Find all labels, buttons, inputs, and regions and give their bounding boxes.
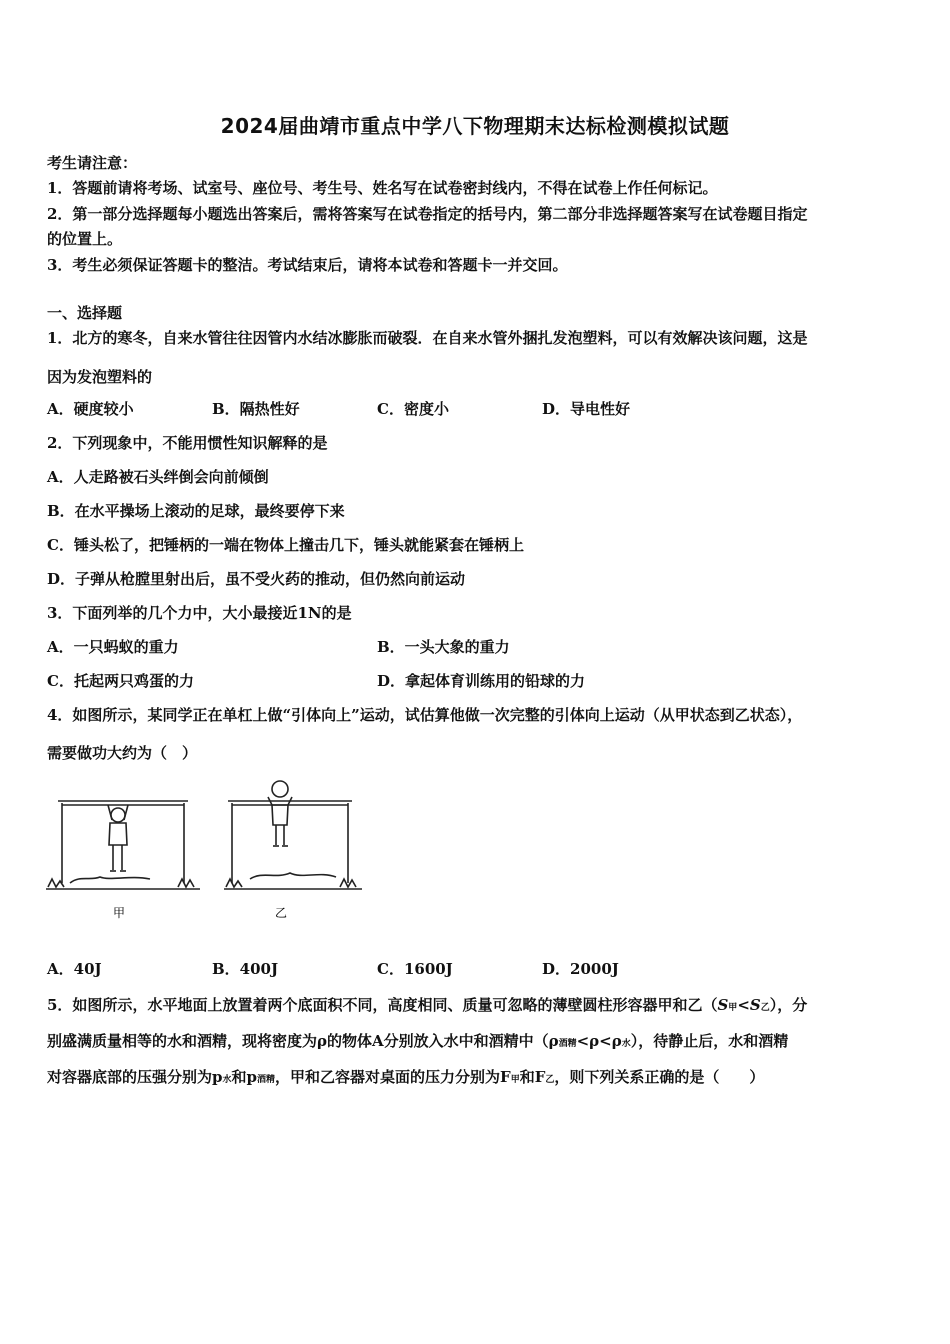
q3-option-b: B．一头大象的重力 — [377, 638, 510, 656]
q4-option-d: D．2000J — [542, 960, 619, 978]
q5-text: 对容器底部的压强分别为p — [47, 1068, 223, 1086]
figure-label-jia: 甲 — [113, 906, 126, 920]
q2-option-c: C．锤头松了，把锤柄的一端在物体上撞击几下，锤头就能紧套在锤柄上 — [47, 536, 524, 554]
notice-item: 的位置上。 — [47, 230, 123, 248]
notice-item: 3．考生必须保证答题卡的整洁。考试结束后，请将本试卷和答题卡一并交回。 — [47, 256, 568, 274]
notice-item: 1．答题前请将考场、试室号、座位号、考生号、姓名写在试卷密封线内，不得在试卷上作任何标记。 — [47, 179, 718, 197]
q4-option-a: A．40J — [47, 960, 102, 978]
page-title: 2024届曲靖市重点中学八下物理期末达标检测模拟试题 — [220, 114, 730, 138]
q5-text: ，甲和乙容器对桌面的压力分别为F — [275, 1068, 511, 1086]
q5-subscript: 酒精 — [257, 1075, 276, 1085]
q5-text: ，则下列关系正确的是（ ） — [554, 1068, 765, 1086]
q2-option-b: B．在水平操场上滚动的足球，最终要停下来 — [47, 502, 345, 520]
q5-text: ），待静止后，水和酒精 — [630, 1032, 789, 1050]
pull-up-illustration — [40, 775, 370, 925]
question-5-stem — [47, 994, 907, 1015]
q3-option-a: A．一只蚂蚁的重力 — [47, 638, 179, 656]
q5-subscript: 水 — [222, 1075, 232, 1085]
q5-subscript: 甲 — [728, 1003, 738, 1013]
q5-text: 和p — [231, 1068, 258, 1086]
q1-option-b: B．隔热性好 — [212, 400, 300, 418]
q5-subscript: 甲 — [510, 1075, 520, 1085]
q5-subscript: 水 — [621, 1039, 631, 1049]
question-4-stem: 4．如图所示，某同学正在单杠上做“引体向上”运动，试估算他做一次完整的引体向上运动（从甲状态到乙状态）， — [47, 706, 803, 724]
q5-symbol: S — [749, 996, 761, 1014]
question-1-stem: 1．北方的寒冬，自来水管往往因管内水结冰膨胀而破裂．在自来水管外捆扎发泡塑料，可以有效解决该问题，这是 — [47, 329, 808, 347]
section-title: 一、选择题 — [47, 304, 123, 322]
q2-option-d: D．子弹从枪膛里射出后，虽不受火药的推动，但仍然向前运动 — [47, 570, 466, 588]
q5-symbol: S — [717, 996, 729, 1014]
q5-text: ），分 — [769, 996, 808, 1014]
q1-option-a: A．硬度较小 — [47, 400, 134, 418]
q5-text: 别盛满质量相等的水和酒精，现将密度为ρ的物体A分别放入水中和酒精中（ρ — [47, 1032, 559, 1050]
q5-text: 5．如图所示，水平地面上放置着两个底面积不同，高度相同、质量可忽略的薄壁圆柱形容器甲和乙（ — [47, 996, 718, 1014]
q5-subscript: 乙 — [545, 1075, 555, 1085]
q3-option-d: D．拿起体育训练用的铅球的力 — [377, 672, 586, 690]
q5-text: <ρ<ρ — [576, 1032, 622, 1050]
question-1-stem: 因为发泡塑料的 — [47, 368, 153, 386]
q5-text: 和F — [519, 1068, 546, 1086]
q3-option-c: C．托起两只鸡蛋的力 — [47, 672, 194, 690]
q1-option-c: C．密度小 — [377, 400, 449, 418]
question-5-stem — [47, 1066, 907, 1087]
question-3-stem: 3．下面列举的几个力中，大小最接近1N的是 — [47, 604, 352, 622]
q1-option-d: D．导电性好 — [542, 400, 631, 418]
question-4-stem: 需要做功大约为（ ） — [47, 744, 198, 762]
question-2-stem: 2．下列现象中，不能用惯性知识解释的是 — [47, 434, 328, 452]
notice-heading: 考生请注意： — [47, 154, 138, 172]
q4-option-c: C．1600J — [377, 960, 453, 978]
q2-option-a: A．人走路被石头绊倒会向前倾倒 — [47, 468, 269, 486]
q5-subscript: 乙 — [760, 1003, 770, 1013]
question-5-stem — [47, 1030, 907, 1051]
notice-item: 2．第一部分选择题每小题选出答案后，需将答案写在试卷指定的括号内，第二部分非选择题答案写在试卷题目指定 — [47, 205, 808, 223]
figure-label-yi: 乙 — [275, 906, 288, 920]
pull-up-figure — [40, 775, 370, 929]
q4-option-b: B．400J — [212, 960, 279, 978]
q5-subscript: 酒精 — [558, 1039, 577, 1049]
q5-symbol: < — [737, 996, 750, 1014]
